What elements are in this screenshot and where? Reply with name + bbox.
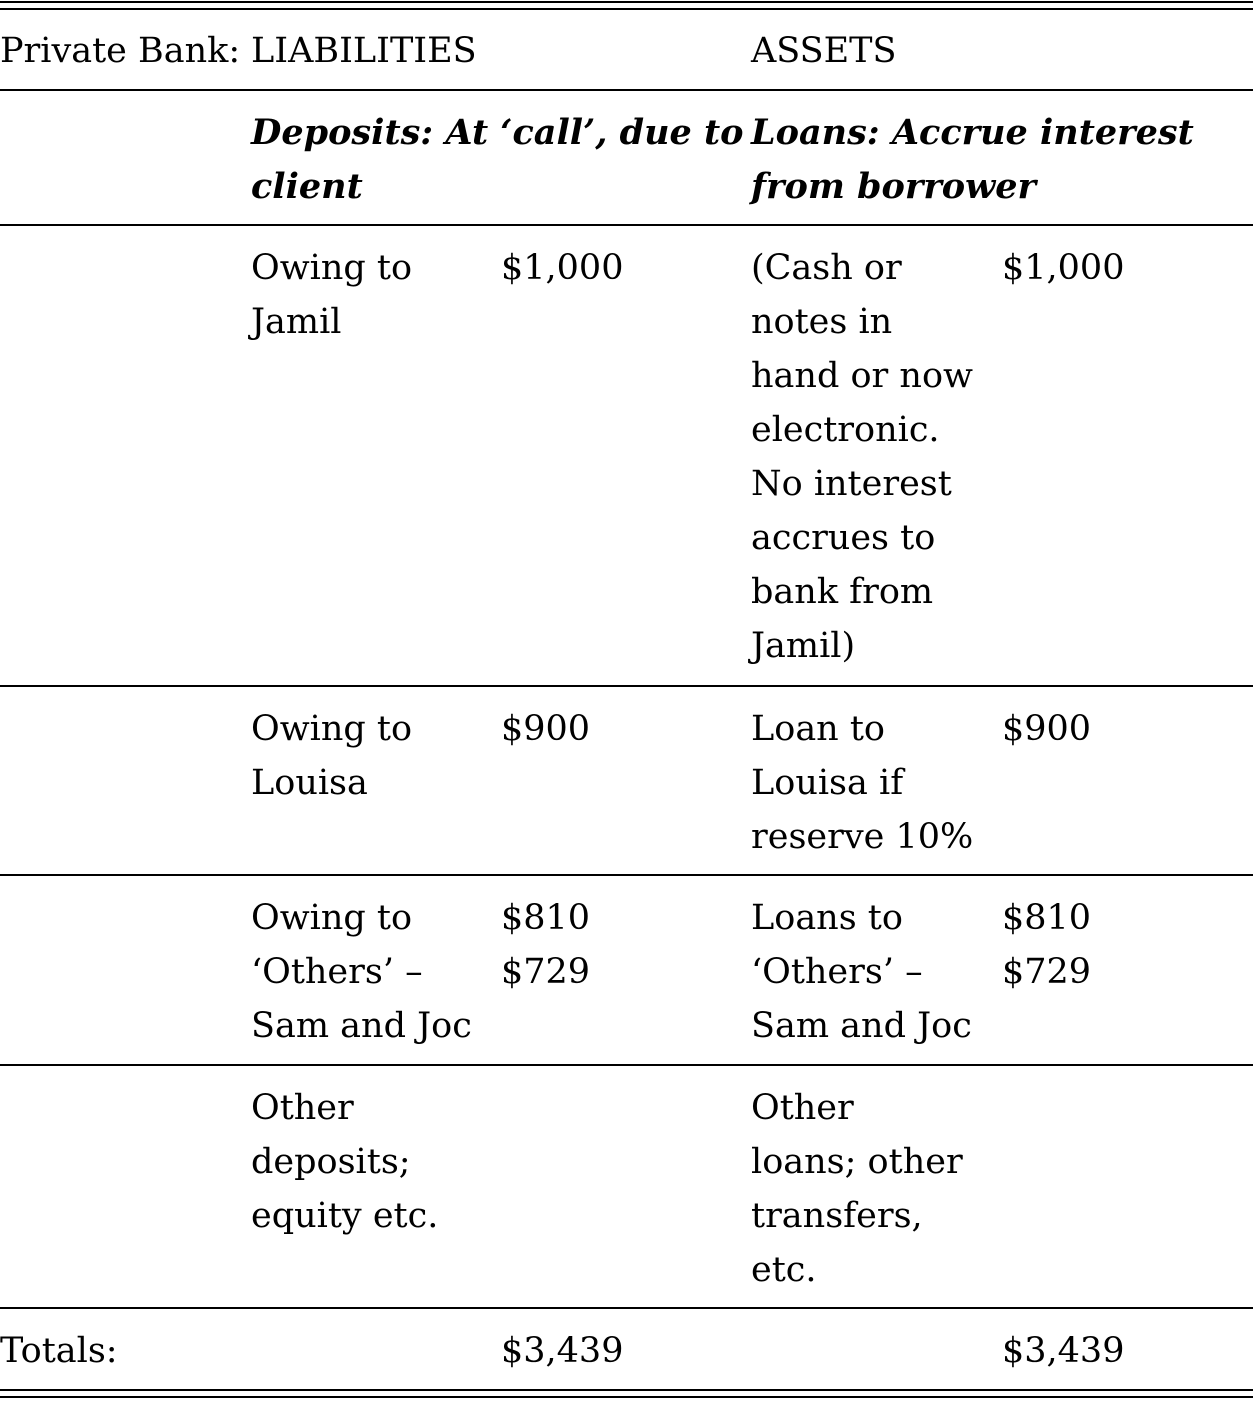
header-row-label: Private Bank: [0,31,241,71]
row-other-liability-label: Other deposits; equity etc. [251,1088,439,1236]
bottom-rule-inner [0,1389,1253,1391]
totals-assets-value: $3,439 [1002,1331,1125,1371]
row-others-liability-value: $810 $729 [501,898,591,992]
row-louisa-asset-value: $900 [1002,709,1092,749]
row-jamil-asset-value: $1,000 [1002,248,1125,288]
subheader-liabilities: Deposits: At ‘call’, due to client [251,112,744,207]
header-assets: ASSETS [751,31,897,71]
row-louisa-rule [0,874,1253,876]
row-other-asset-label: Other loans; other transfers, etc. [751,1088,963,1290]
row-others-asset-label: Loans to ‘Others’ – Sam and Joc [751,898,972,1046]
bottom-rule-outer [0,1396,1253,1398]
row-jamil-asset-label: (Cash or notes in hand or now electronic. No interest accrues to bank from Jamil) [751,248,973,666]
totals-liabilities-value: $3,439 [501,1331,624,1371]
row-others-rule [0,1064,1253,1066]
row-jamil-liability-label: Owing to Jamil [251,248,413,342]
row-others-liability-label: Owing to ‘Others’ – Sam and Joc [251,898,472,1046]
top-rule-outer [0,1,1253,3]
header-liabilities: LIABILITIES [251,31,477,71]
row-jamil-rule [0,685,1253,687]
row-other-rule [0,1307,1253,1309]
row-jamil-liability-value: $1,000 [501,248,624,288]
row-louisa-liability-label: Owing to Louisa [251,709,413,803]
row-louisa-asset-label: Loan to Louisa if reserve 10% [751,709,974,857]
header-rule [0,89,1253,91]
subheader-rule [0,224,1253,226]
top-rule-inner [0,8,1253,10]
row-others-asset-value: $810 $729 [1002,898,1092,992]
subheader-assets: Loans: Accrue interest from borrower [751,112,1194,207]
totals-label: Totals: [0,1331,118,1371]
row-louisa-liability-value: $900 [501,709,591,749]
